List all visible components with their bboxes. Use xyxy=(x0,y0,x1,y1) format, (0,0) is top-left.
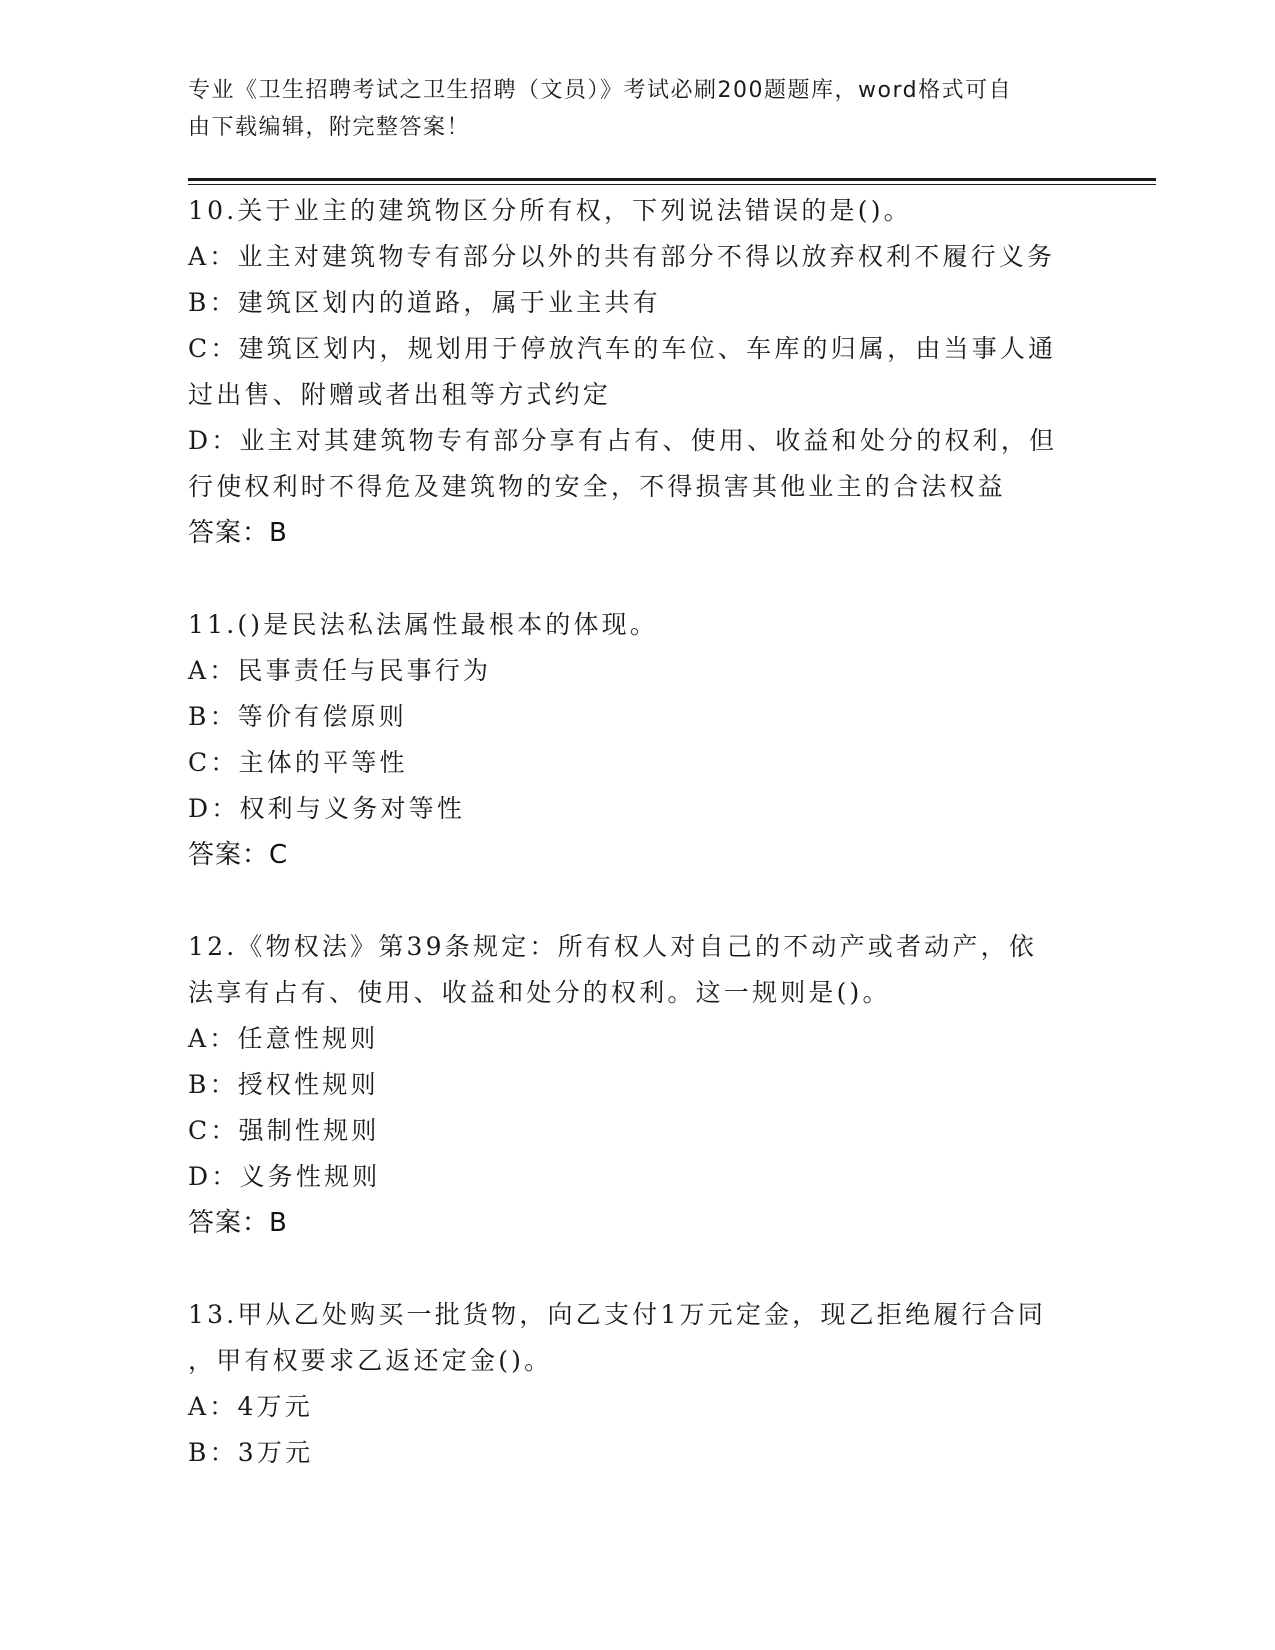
option-c: C：强制性规则 xyxy=(188,1116,380,1145)
question-stem-continued: 法享有占有、使用、收益和处分的权利。这一规则是()。 xyxy=(188,978,891,1007)
option-b: B：3万元 xyxy=(188,1438,314,1467)
question-13 xyxy=(188,1292,1088,1476)
answer-label: 答案：C xyxy=(188,840,289,870)
header-line-1: 专业《卫生招聘考试之卫生招聘（文员）》考试必刷200题题库，word格式可自 xyxy=(188,78,1013,103)
option-d: D：权利与义务对等性 xyxy=(188,794,466,823)
option-d: D：业主对其建筑物专有部分享有占有、使用、收益和处分的权利，但 xyxy=(188,426,1058,455)
option-a: A：任意性规则 xyxy=(188,1024,379,1053)
answer-label: 答案：B xyxy=(188,518,288,548)
option-c-continued: 过出售、附赠或者出租等方式约定 xyxy=(188,380,612,409)
option-a: A：业主对建筑物专有部分以外的共有部分不得以放弃权利不履行义务 xyxy=(188,242,1056,271)
question-stem: 11.()是民法私法属性最根本的体现。 xyxy=(188,610,659,639)
header-line-2: 由下载编辑，附完整答案！ xyxy=(188,115,471,140)
question-stem: 13.甲从乙处购买一批货物，向乙支付1万元定金，现乙拒绝履行合同 xyxy=(188,1300,1047,1329)
question-stem: 12.《物权法》第39条规定：所有权人对自己的不动产或者动产，依 xyxy=(188,932,1037,961)
header-divider-thick xyxy=(188,178,1156,181)
option-d: D：义务性规则 xyxy=(188,1162,381,1191)
document-header xyxy=(188,72,1088,146)
option-b: B：授权性规则 xyxy=(188,1070,379,1099)
option-d-continued: 行使权利时不得危及建筑物的安全，不得损害其他业主的合法权益 xyxy=(188,472,1006,501)
option-a: A：4万元 xyxy=(188,1392,313,1421)
question-stem-continued: ，甲有权要求乙返还定金()。 xyxy=(188,1346,553,1375)
option-c: C：主体的平等性 xyxy=(188,748,408,777)
question-11 xyxy=(188,602,1088,878)
option-b: B：建筑区划内的道路，属于业主共有 xyxy=(188,288,661,317)
question-12 xyxy=(188,924,1088,1246)
question-list xyxy=(188,188,1088,1522)
option-a: A：民事责任与民事行为 xyxy=(188,656,492,685)
answer-label: 答案：B xyxy=(188,1208,288,1238)
question-stem: 10.关于业主的建筑物区分所有权，下列说法错误的是()。 xyxy=(188,196,912,225)
option-c: C：建筑区划内，规划用于停放汽车的车位、车库的归属，由当事人通 xyxy=(188,334,1057,363)
header-divider-thin xyxy=(188,184,1156,185)
option-b: B：等价有偿原则 xyxy=(188,702,407,731)
question-10 xyxy=(188,188,1088,556)
